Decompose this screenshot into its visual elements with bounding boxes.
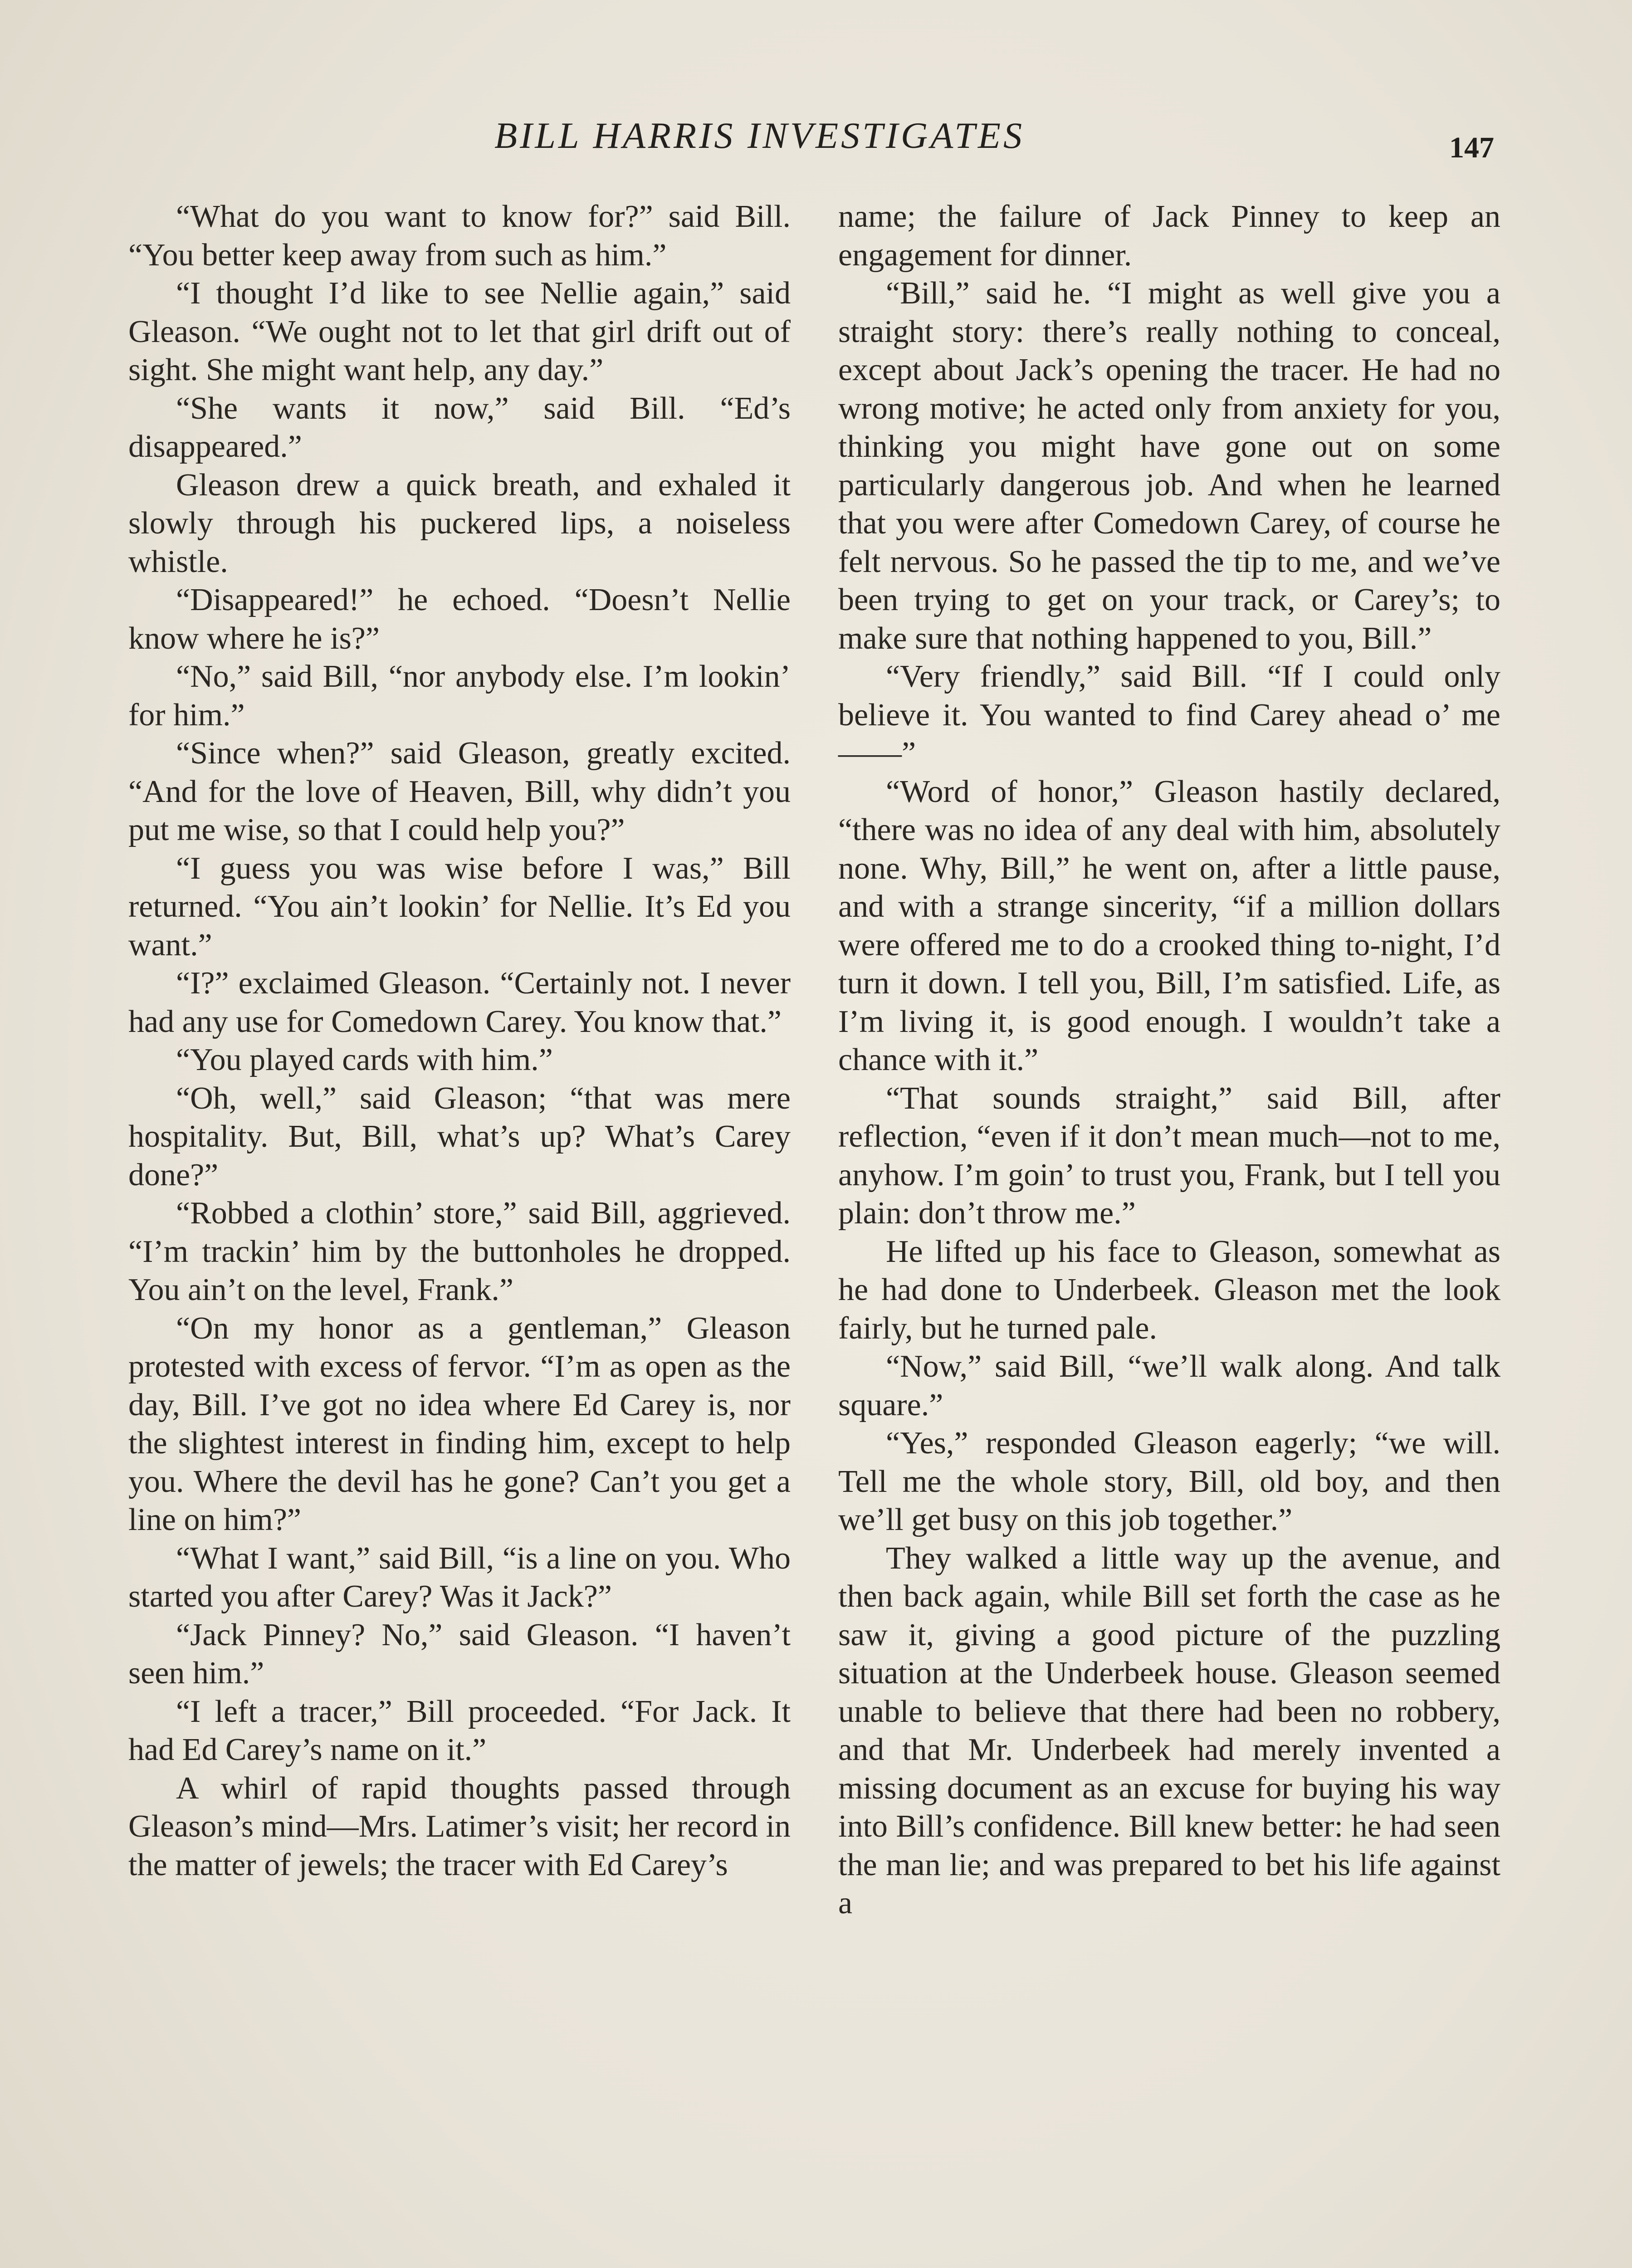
paragraph: “What do you want to know for?” said Bill. “You better keep away from such as him.” (128, 199, 791, 273)
right-column (838, 198, 1500, 1923)
paragraph: “Word of honor,” Gleason hastily declared, “there was no idea of any deal with him, absolutely none. Why, Bill,” he went on, after a little pause, and with a strange sincerity, “if a million dollars were offered me to do a crooked thing to-night, I’d turn it down. I tell you, Bill, I’m satisfied. Life, as I’m living it, is good enough. I wouldn’t take a chance with it.” (838, 774, 1500, 1077)
paragraph: Gleason drew a quick breath, and exhaled it slowly through his puckered lips, a noiseless whistle. (128, 467, 791, 579)
paragraph: “Yes,” responded Gleason eagerly; “we will. Tell me the whole story, Bill, old boy, and then we’ll get busy on this job together.” (838, 1426, 1500, 1537)
paragraph: “On my honor as a gentleman,” Gleason protested with excess of fervor. “I’m as open as the day, Bill. I’ve got no idea where Ed Carey is, nor the slightest interest in finding him, except to help you. Where the devil has he gone? Can’t you get a line on him?” (128, 1310, 791, 1537)
paragraph-continuation: name; the failure of Jack Pinney to keep an engagement for dinner. (838, 199, 1500, 273)
paragraph: “Oh, well,” said Gleason; “that was mere hospitality. But, Bill, what’s up? What’s Carey done?” (128, 1080, 791, 1193)
paragraph: “Disappeared!” he echoed. “Doesn’t Nellie know where he is?” (128, 582, 791, 656)
paragraph: “Jack Pinney? No,” said Gleason. “I haven’t seen him.” (128, 1617, 791, 1691)
page-number: 147 (1449, 131, 1494, 164)
paragraph: “That sounds straight,” said Bill, after reflection, “even if it don’t mean much—not to me, anyhow. I’m goin’ to trust you, Frank, but I tell you plain: don’t throw me.” (838, 1080, 1500, 1231)
paragraph: “Since when?” said Gleason, greatly excited. “And for the love of Heaven, Bill, why didn’t you put me wise, so that I could help you?” (128, 736, 791, 847)
paragraph: “I?” exclaimed Gleason. “Certainly not. I never had any use for Comedown Carey. You know that.” (128, 966, 791, 1039)
paragraph: “I left a tracer,” Bill proceeded. “For Jack. It had Ed Carey’s name on it.” (128, 1694, 791, 1767)
paragraph: He lifted up his face to Gleason, somewhat as he had done to Underbeek. Gleason met the look fairly, but he turned pale. (838, 1234, 1500, 1346)
paragraph: “I thought I’d like to see Nellie again,” said Gleason. “We ought not to let that girl drift out of sight. She might want help, any day.” (128, 276, 791, 387)
paragraph: “Bill,” said he. “I might as well give you a straight story: there’s really nothing to conceal, except about Jack’s opening the tracer. He had no wrong motive; he acted only from anxiety for you, thinking you might have gone out on some particularly dangerous job. And when he learned that you were after Comedown Carey, of course he felt nervous. So he passed the tip to me, and we’ve been trying to get on your track, or Carey’s; to make sure that nothing happened to you, Bill.” (838, 276, 1500, 656)
paragraph: “She wants it now,” said Bill. “Ed’s disappeared.” (128, 391, 791, 464)
paragraph: “Now,” said Bill, “we’ll walk along. And talk square.” (838, 1349, 1500, 1422)
paragraph: They walked a little way up the avenue, and then back again, while Bill set forth the case as he saw it, giving a good picture of the puzzling situation at the Underbeek house. Gleason seemed unable to believe that there had been no robbery, and that Mr. Underbeek had merely invented a missing document as an excuse for buying his way into Bill’s confidence. Bill knew better: he had seen the man lie; and was prepared to bet his life against a (838, 1540, 1500, 1921)
paragraph: “Very friendly,” said Bill. “If I could only believe it. You wanted to find Carey ahead o’ me——” (838, 659, 1500, 771)
paragraph: “What I want,” said Bill, “is a line on you. Who started you after Carey? Was it Jack?” (128, 1540, 791, 1614)
paragraph: A whirl of rapid thoughts passed through Gleason’s mind—Mrs. Latimer’s visit; her record in the matter of jewels; the tracer with Ed Carey’s (128, 1770, 791, 1882)
paragraph: “I guess you was wise before I was,” Bill returned. “You ain’t lookin’ for Nellie. It’s Ed you want.” (128, 850, 791, 963)
running-title: BILL HARRIS INVESTIGATES (494, 115, 1025, 156)
paragraph: “No,” said Bill, “nor anybody else. I’m lookin’ for him.” (128, 659, 791, 733)
paragraph: “Robbed a clothin’ store,” said Bill, aggrieved. “I’m trackin’ him by the buttonholes he dropped. You ain’t on the level, Frank.” (128, 1196, 791, 1307)
left-column (128, 198, 791, 1884)
paragraph: “You played cards with him.” (176, 1042, 553, 1077)
